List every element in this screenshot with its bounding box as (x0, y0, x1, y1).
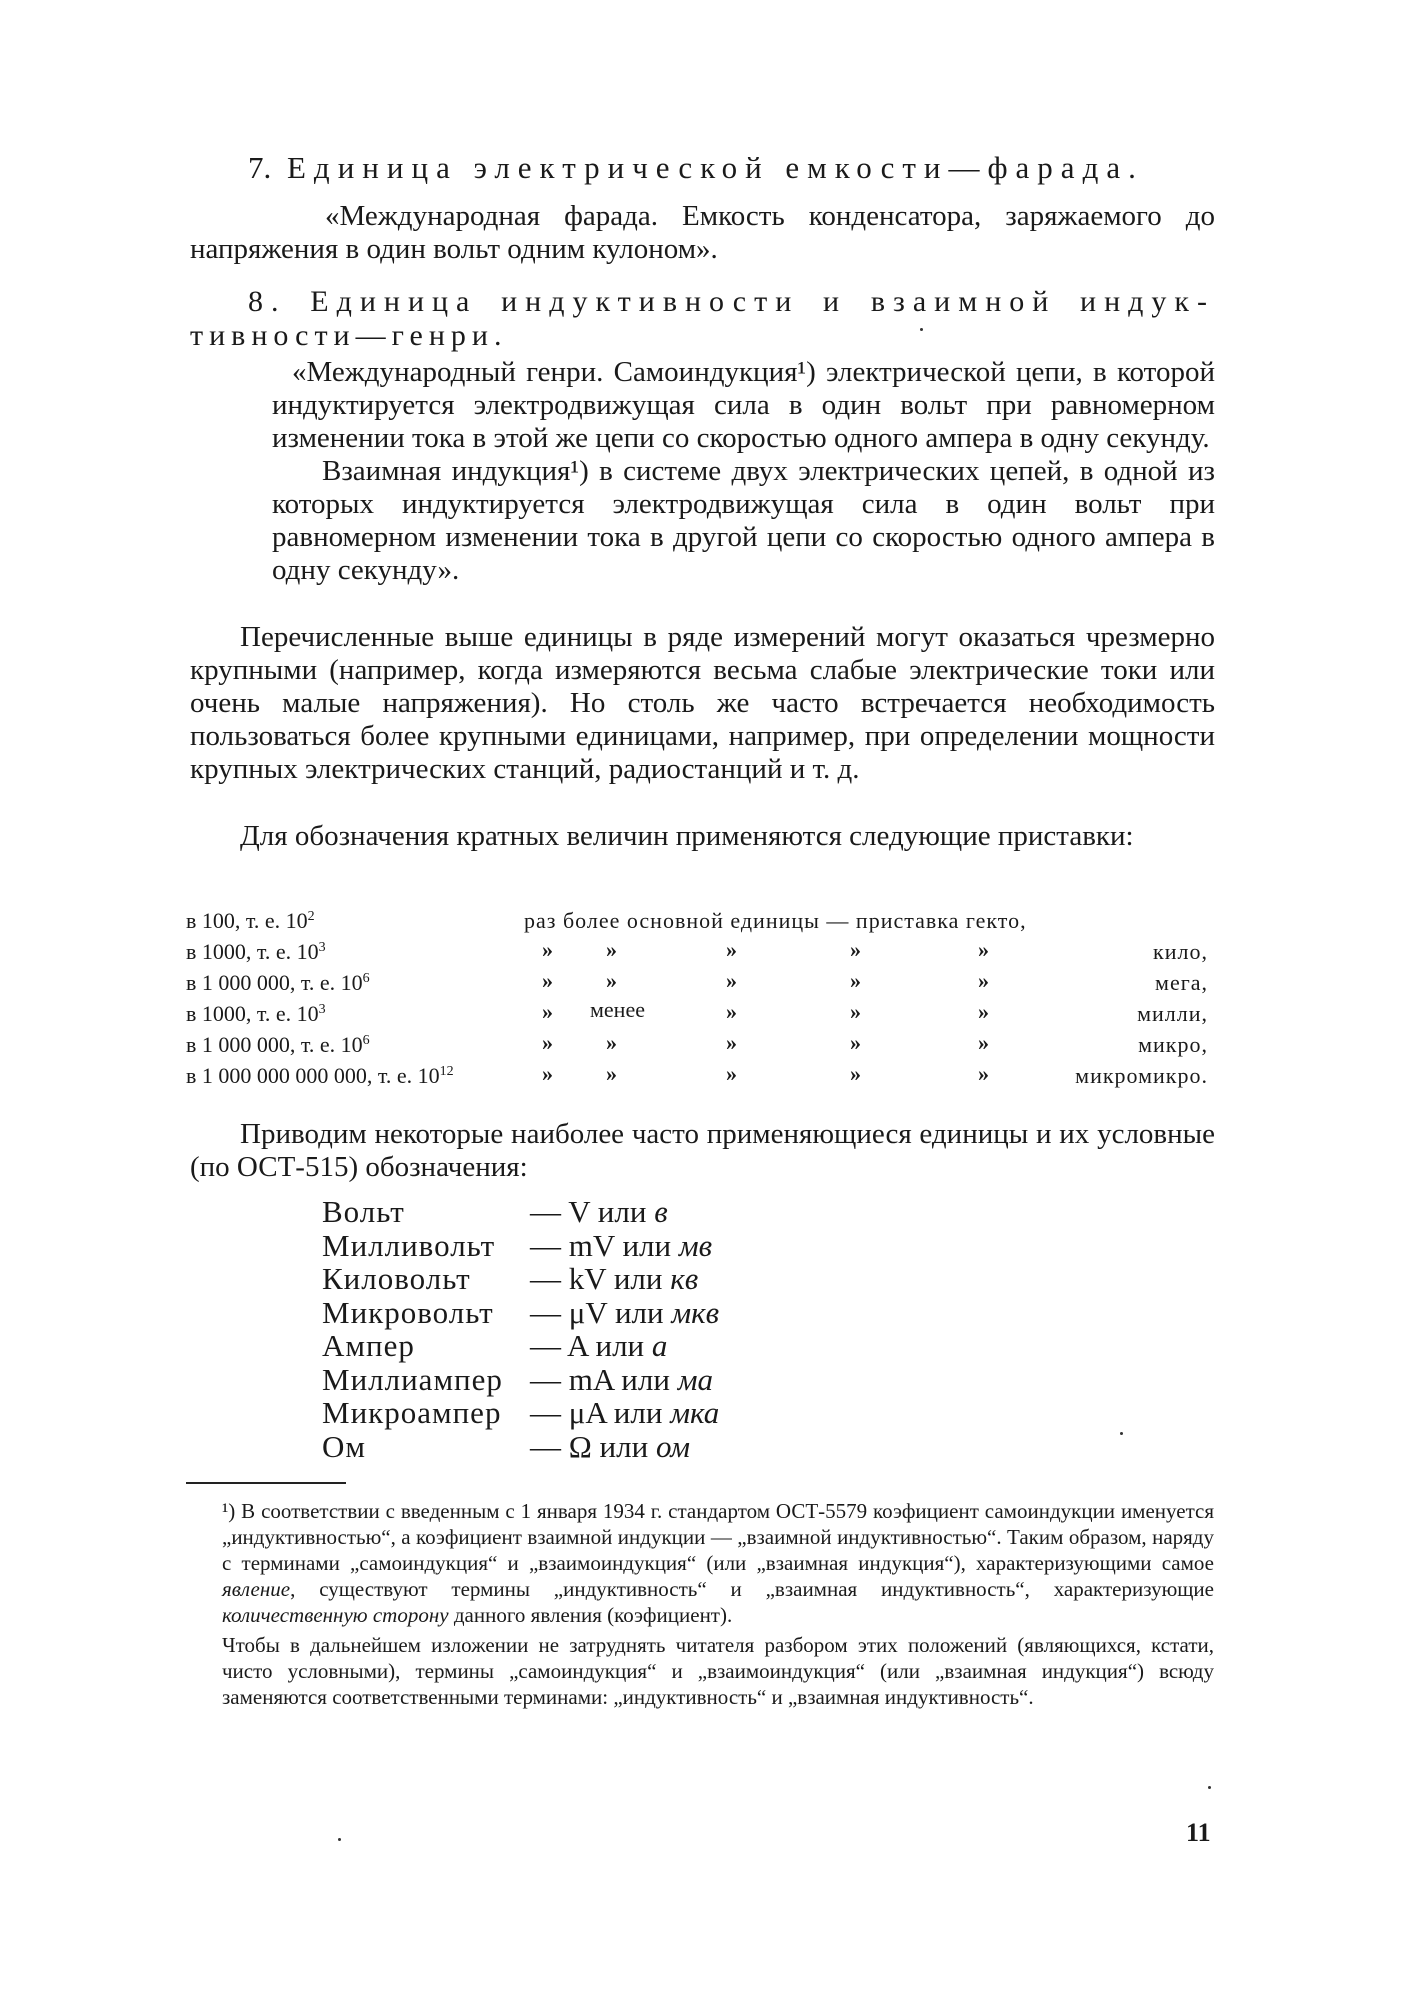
ditto-mark: » (606, 1030, 617, 1055)
footnotes (222, 1498, 1214, 1714)
ditto-mark: » (542, 999, 553, 1024)
prefix-name: микро, (1138, 1032, 1208, 1057)
unit-name: Ом (322, 1428, 367, 1464)
ditto-mark: » (542, 1061, 553, 1086)
section-7-number: 7. (248, 150, 272, 185)
footnote-1: ¹) В соответствии с введенным с 1 января 1934 г. стандартом ОСТ-5579 коэфициент самоиндукции именуется „индуктивностью“, а коэфициент взаимной индукции — „взаимной индуктивностью“. Таким образом, наряду с терминами „самоиндукция“ и „взаимоиндукция“ (или „взаимная индукция“), характеризующими самое явление, существуют термины „индуктивность“ и „взаимная индуктивность“, характеризующие количественную сторону данного явления (коэфициент). (222, 1499, 1214, 1627)
unit-name: Микровольт (322, 1294, 494, 1330)
section-8-quote-self-induction: «Международный генри. Самоиндукция¹) электрической цепи, в которой индуктируется электродвижущая сила в один вольт при равномерном изменении тока в этой же цепи со скоростью одного ампера в одну секунду. (272, 356, 1215, 454)
ditto-mark: » (726, 999, 737, 1024)
ditto-mark: » (542, 937, 553, 962)
print-speck (920, 328, 923, 331)
prefix-name: мега, (1155, 970, 1208, 995)
unit-symbol: — μV или мкв (530, 1294, 720, 1330)
multiplier: в 100, т. е. $10^2$ (186, 908, 315, 933)
ditto-mark: » (606, 968, 617, 993)
ditto-mark: » (726, 1061, 737, 1086)
unit-symbol: — mV или мв (530, 1227, 713, 1263)
section-8-heading (190, 285, 1215, 353)
prefix-table (186, 908, 1216, 1094)
section-7-title: Единица электрической емкости—фарада. (287, 150, 1144, 185)
prefix-row (186, 997, 1216, 1032)
section-8-quote-mutual-induction: Взаимная индукция¹) в системе двух электрических цепей, в одной из которых индуктируется электродвижущая сила в один вольт при равномерном изменении тока в другой цепи со скоростью одного ампера в одну секунду». (272, 455, 1215, 586)
ditto-mark: » (726, 937, 737, 962)
unit-symbol: — V или в (530, 1194, 668, 1229)
ditto-mark: » (978, 999, 989, 1024)
ditto-mark: » (850, 937, 861, 962)
multiplier: в 1000, т. е. $10^3$ (186, 1001, 326, 1026)
ditto-mark: » (606, 1061, 617, 1086)
paragraph-units-intro: Приводим некоторые наиболее часто применяющиеся единицы и их условные (по ОСТ-515) обозначения: (190, 1118, 1215, 1183)
unit-name: Киловольт (322, 1261, 471, 1296)
section-8-number: 8. (248, 285, 287, 318)
ditto-mark: » (850, 1061, 861, 1086)
paragraph-units-size: Перечисленные выше единицы в ряде измерений могут оказаться чрезмерно крупными (например, когда измеряются весьма слабые электрические токи или очень малые напряжения). Но столь же часто встречается необходимость пользоваться более крупными единицами, например, при определении мощности крупных электрических станций, радиостанций и т. д. (190, 621, 1215, 785)
ditto-mark: » (978, 968, 989, 993)
section-8-title-line2: тивности—генри. (190, 319, 508, 352)
prefix-name: кило, (1153, 939, 1208, 964)
section-7-definition (190, 200, 1215, 266)
ditto-mark: » (542, 968, 553, 993)
ditto-mark: » (978, 937, 989, 962)
paragraph-prefixes-intro: Для обозначения кратных величин применяются следующие приставки: (240, 820, 1134, 852)
ditto-mark: » (606, 937, 617, 962)
footnote-divider (186, 1482, 346, 1484)
unit-symbol: — μA или мка (530, 1395, 720, 1430)
ditto-mark: » (726, 1030, 737, 1055)
prefix-row (186, 1032, 1216, 1063)
prefix-row (186, 1063, 1216, 1094)
prefix-row (186, 939, 1216, 970)
prefix-name: милли, (1137, 1001, 1208, 1026)
less-label: менее (590, 997, 645, 1022)
ditto-mark: » (850, 1030, 861, 1055)
prefix-row (186, 908, 1216, 939)
section-8-definition (272, 356, 1215, 587)
multiplier: в 1000, т. е. $10^3$ (186, 939, 326, 964)
ditto-mark: » (978, 1030, 989, 1055)
section-8-title-part1: Единица индуктивности и взаимной индук- (310, 285, 1215, 318)
page-number: 11 (1186, 1818, 1211, 1847)
ditto-mark: » (850, 968, 861, 993)
footnote-1-continuation: Чтобы в дальнейшем изложении не затруднять читателя разбором этих положений (являющихся, кстати, чисто условными), термины „самоиндукция“ и „взаимоиндукция“ (или „взаимная индукция“) всюду заменяются соответственными терминами: „индуктивность“ и „взаимная индуктивность“. (222, 1633, 1214, 1709)
section-7-quote: «Международная фарада. Емкость конденсатора, заряжаемого до напряжения в один вольт одним кулоном». (190, 200, 1215, 265)
multiplier: в 1 000 000, т. е. $10^6$ (186, 1032, 370, 1057)
unit-name: Вольт (322, 1194, 405, 1229)
prefix-row (186, 970, 1216, 1001)
unit-symbol: — kV или кв (530, 1261, 699, 1296)
unit-name: Микроампер (322, 1395, 502, 1430)
prefix-name: микромикро. (1075, 1063, 1208, 1088)
prefix-header-text: раз более основной единицы — приставка гекто, (524, 908, 1027, 933)
ditto-mark: » (542, 1030, 553, 1055)
unit-name: Миллиампер (322, 1361, 503, 1397)
unit-symbol: — mA или ма (530, 1361, 713, 1397)
multiplier: в 1 000 000 000 000, т. е. $10^{12}$ (186, 1063, 454, 1088)
ditto-mark: » (850, 999, 861, 1024)
section-8-title-line1 (190, 285, 1215, 319)
unit-name: Милливольт (322, 1227, 496, 1263)
ditto-mark: » (726, 968, 737, 993)
print-speck (1120, 1432, 1123, 1435)
unit-symbol: — Ω или ом (530, 1428, 691, 1464)
ditto-mark: » (978, 1061, 989, 1086)
unit-symbol: — A или а (530, 1328, 668, 1363)
print-speck (338, 1838, 341, 1841)
section-7-heading (248, 150, 1144, 186)
print-speck (1208, 1786, 1211, 1789)
multiplier: в 1 000 000, т. е. $10^6$ (186, 970, 370, 995)
unit-name: Ампер (322, 1328, 415, 1363)
